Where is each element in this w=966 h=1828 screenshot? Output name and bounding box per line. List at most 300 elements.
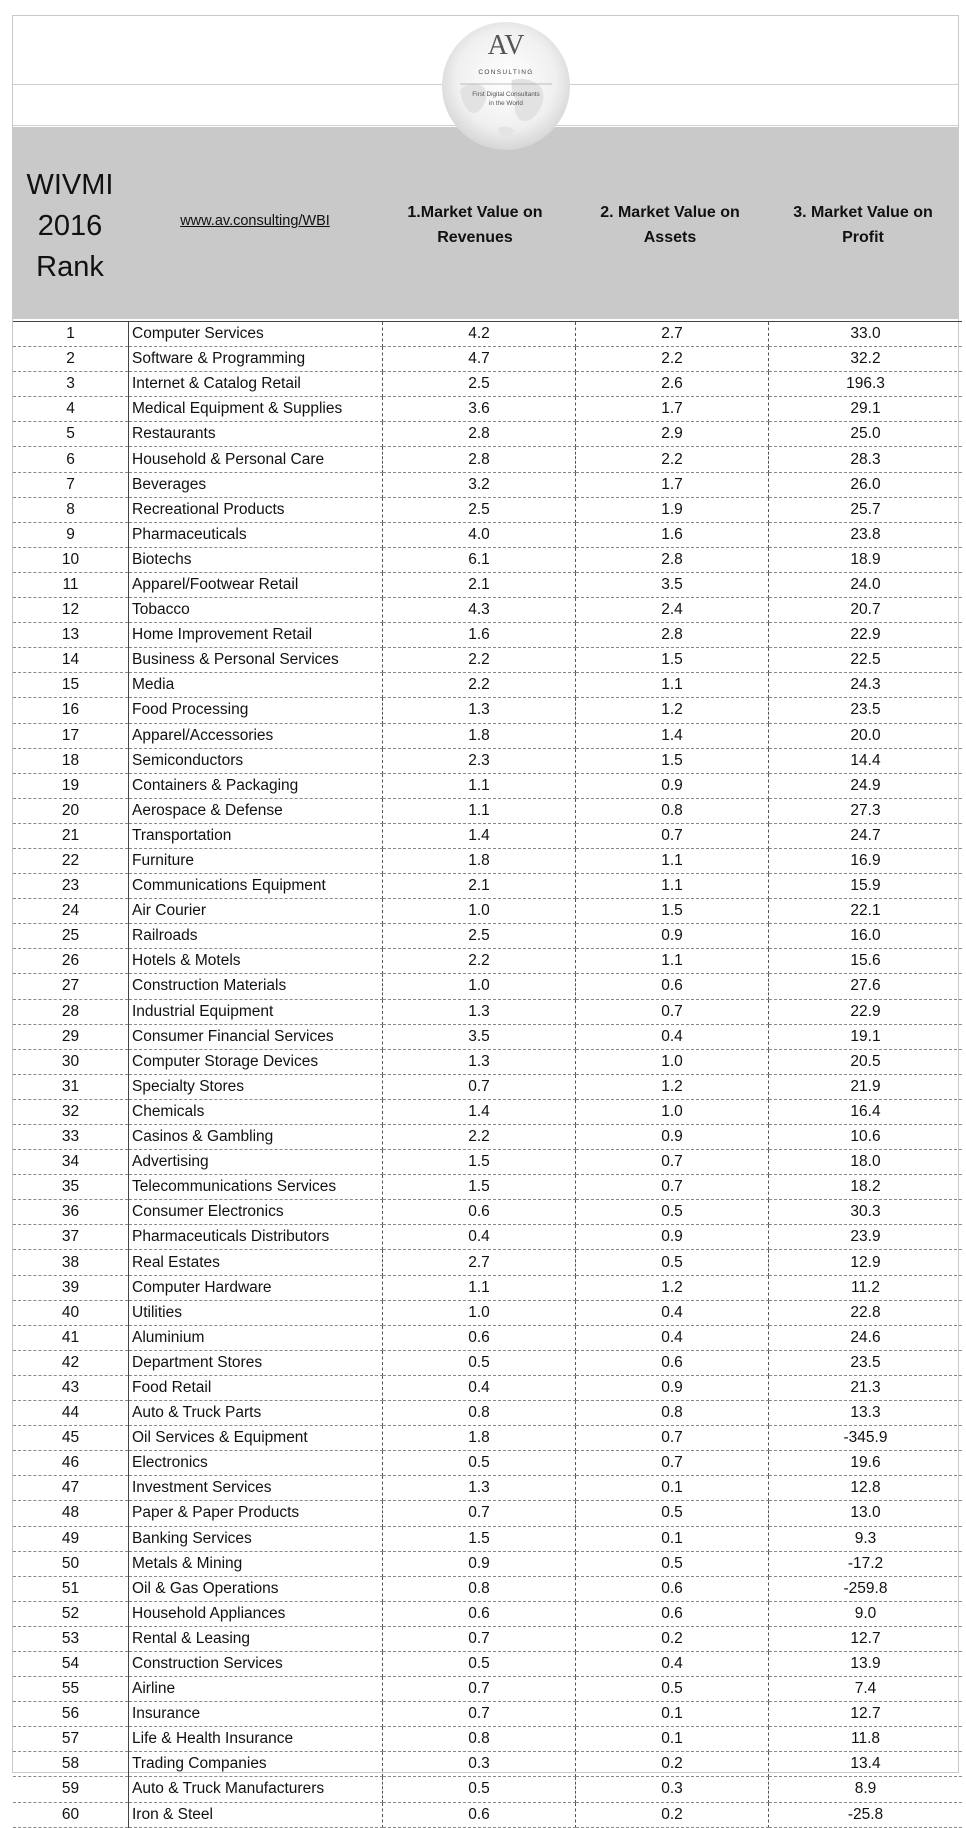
profit-value-cell: 24.0 (769, 572, 963, 597)
rank-cell: 13 (13, 623, 129, 648)
assets-value-cell: 0.4 (576, 1651, 769, 1676)
rank-cell: 49 (13, 1526, 129, 1551)
rank-title-line3: Rank (36, 251, 104, 283)
column-header-assets (575, 200, 765, 250)
rank-cell: 53 (13, 1626, 129, 1651)
rank-cell: 40 (13, 1300, 129, 1325)
assets-value-cell: 0.4 (576, 1024, 769, 1049)
industry-cell: Apparel/Footwear Retail (129, 572, 383, 597)
industry-cell: Railroads (129, 924, 383, 949)
revenues-value-cell: 0.9 (383, 1551, 576, 1576)
profit-value-cell: 21.3 (769, 1375, 963, 1400)
rank-cell: 37 (13, 1225, 129, 1250)
table-row (13, 1300, 962, 1325)
col1-header-line2: Revenues (437, 229, 513, 246)
assets-value-cell: 0.1 (576, 1727, 769, 1752)
revenues-value-cell: 4.7 (383, 347, 576, 372)
svg-text:First Digital Consultants: First Digital Consultants (472, 91, 540, 98)
column-header-revenues (380, 200, 570, 250)
table-row (13, 1426, 962, 1451)
website-link[interactable]: www.av.consulting/WBI (180, 213, 330, 229)
table-row (13, 823, 962, 848)
table-row (13, 422, 962, 447)
profit-value-cell: 23.5 (769, 1350, 963, 1375)
profit-value-cell: 16.0 (769, 924, 963, 949)
rank-cell: 30 (13, 1049, 129, 1074)
revenues-value-cell: 1.3 (383, 698, 576, 723)
svg-text:in the World: in the World (489, 100, 523, 107)
industry-cell: Household Appliances (129, 1601, 383, 1626)
rank-cell: 34 (13, 1150, 129, 1175)
revenues-value-cell: 0.5 (383, 1651, 576, 1676)
assets-value-cell: 0.8 (576, 798, 769, 823)
rank-cell: 51 (13, 1576, 129, 1601)
rank-cell: 5 (13, 422, 129, 447)
profit-value-cell: 15.9 (769, 874, 963, 899)
revenues-value-cell: 2.5 (383, 372, 576, 397)
assets-value-cell: 1.5 (576, 899, 769, 924)
industry-cell: Specialty Stores (129, 1074, 383, 1099)
profit-value-cell: 10.6 (769, 1125, 963, 1150)
profit-value-cell: 12.7 (769, 1626, 963, 1651)
table-row (13, 372, 962, 397)
revenues-value-cell: 0.5 (383, 1451, 576, 1476)
revenues-value-cell: 3.2 (383, 472, 576, 497)
table-row (13, 974, 962, 999)
profit-value-cell: -259.8 (769, 1576, 963, 1601)
revenues-value-cell: 2.7 (383, 1250, 576, 1275)
industry-cell: Computer Services (129, 322, 383, 347)
svg-text:CONSULTING: CONSULTING (478, 69, 534, 76)
table-row (13, 673, 962, 698)
industry-cell: Home Improvement Retail (129, 623, 383, 648)
industry-cell: Food Retail (129, 1375, 383, 1400)
revenues-value-cell: 1.6 (383, 623, 576, 648)
profit-value-cell: 12.9 (769, 1250, 963, 1275)
av-consulting-logo (440, 20, 572, 152)
revenues-value-cell: 2.2 (383, 1125, 576, 1150)
table-row (13, 848, 962, 873)
revenues-value-cell: 2.5 (383, 497, 576, 522)
svg-text:AV: AV (487, 30, 525, 61)
profit-value-cell: 32.2 (769, 347, 963, 372)
industry-cell: Apparel/Accessories (129, 723, 383, 748)
industry-cell: Consumer Financial Services (129, 1024, 383, 1049)
rank-cell: 12 (13, 598, 129, 623)
table-row (13, 623, 962, 648)
rank-cell: 50 (13, 1551, 129, 1576)
industry-cell: Investment Services (129, 1476, 383, 1501)
rank-cell: 45 (13, 1426, 129, 1451)
profit-value-cell: 22.1 (769, 899, 963, 924)
profit-value-cell: 20.7 (769, 598, 963, 623)
industry-cell: Air Courier (129, 899, 383, 924)
assets-value-cell: 1.0 (576, 1049, 769, 1074)
assets-value-cell: 0.9 (576, 1375, 769, 1400)
revenues-value-cell: 1.8 (383, 1426, 576, 1451)
revenues-value-cell: 2.1 (383, 572, 576, 597)
revenues-value-cell: 1.5 (383, 1175, 576, 1200)
revenues-value-cell: 0.5 (383, 1350, 576, 1375)
revenues-value-cell: 1.1 (383, 773, 576, 798)
table-row (13, 1601, 962, 1626)
industry-cell: Pharmaceuticals Distributors (129, 1225, 383, 1250)
assets-value-cell: 1.5 (576, 748, 769, 773)
rank-cell: 24 (13, 899, 129, 924)
assets-value-cell: 0.1 (576, 1526, 769, 1551)
profit-value-cell: 13.4 (769, 1752, 963, 1777)
rank-cell: 6 (13, 447, 129, 472)
table-row (13, 1200, 962, 1225)
revenues-value-cell: 2.2 (383, 949, 576, 974)
industry-cell: Rental & Leasing (129, 1626, 383, 1651)
revenues-value-cell: 1.4 (383, 1099, 576, 1124)
assets-value-cell: 0.5 (576, 1250, 769, 1275)
assets-value-cell: 1.2 (576, 698, 769, 723)
industry-cell: Containers & Packaging (129, 773, 383, 798)
assets-value-cell: 0.6 (576, 974, 769, 999)
profit-value-cell: -17.2 (769, 1551, 963, 1576)
profit-value-cell: 9.3 (769, 1526, 963, 1551)
industry-cell: Household & Personal Care (129, 447, 383, 472)
assets-value-cell: 0.4 (576, 1300, 769, 1325)
industry-ranking-table (13, 321, 962, 1828)
industry-cell: Casinos & Gambling (129, 1125, 383, 1150)
assets-value-cell: 1.1 (576, 848, 769, 873)
revenues-value-cell: 2.8 (383, 447, 576, 472)
industry-cell: Computer Hardware (129, 1275, 383, 1300)
rank-cell: 47 (13, 1476, 129, 1501)
rank-cell: 15 (13, 673, 129, 698)
profit-value-cell: 25.7 (769, 497, 963, 522)
assets-value-cell: 1.2 (576, 1074, 769, 1099)
assets-value-cell: 0.7 (576, 999, 769, 1024)
assets-value-cell: 0.5 (576, 1200, 769, 1225)
revenues-value-cell: 6.1 (383, 547, 576, 572)
table-row (13, 1677, 962, 1702)
assets-value-cell: 0.8 (576, 1401, 769, 1426)
industry-cell: Software & Programming (129, 347, 383, 372)
profit-value-cell: 13.0 (769, 1501, 963, 1526)
table-row (13, 1024, 962, 1049)
table-row (13, 1350, 962, 1375)
assets-value-cell: 0.5 (576, 1501, 769, 1526)
table-row (13, 1501, 962, 1526)
revenues-value-cell: 1.0 (383, 1300, 576, 1325)
rank-cell: 22 (13, 848, 129, 873)
revenues-value-cell: 0.6 (383, 1200, 576, 1225)
table-row (13, 397, 962, 422)
industry-cell: Tobacco (129, 598, 383, 623)
assets-value-cell: 0.2 (576, 1752, 769, 1777)
table-row (13, 1175, 962, 1200)
rank-cell: 19 (13, 773, 129, 798)
table-row (13, 322, 962, 347)
industry-cell: Department Stores (129, 1350, 383, 1375)
revenues-value-cell: 1.3 (383, 1476, 576, 1501)
table-row (13, 598, 962, 623)
rank-cell: 9 (13, 522, 129, 547)
table-row (13, 1727, 962, 1752)
industry-cell: Auto & Truck Parts (129, 1401, 383, 1426)
rank-cell: 58 (13, 1752, 129, 1777)
rank-cell: 41 (13, 1325, 129, 1350)
profit-value-cell: 26.0 (769, 472, 963, 497)
industry-cell: Trading Companies (129, 1752, 383, 1777)
revenues-value-cell: 4.3 (383, 598, 576, 623)
industry-cell: Semiconductors (129, 748, 383, 773)
profit-value-cell: 22.9 (769, 999, 963, 1024)
industry-cell: Electronics (129, 1451, 383, 1476)
rank-cell: 44 (13, 1401, 129, 1426)
table-row (13, 1451, 962, 1476)
industry-cell: Banking Services (129, 1526, 383, 1551)
industry-cell: Transportation (129, 823, 383, 848)
revenues-value-cell: 1.0 (383, 899, 576, 924)
revenues-value-cell: 3.6 (383, 397, 576, 422)
table-row (13, 1275, 962, 1300)
revenues-value-cell: 1.3 (383, 1049, 576, 1074)
rank-cell: 43 (13, 1375, 129, 1400)
industry-cell: Consumer Electronics (129, 1200, 383, 1225)
assets-value-cell: 3.5 (576, 572, 769, 597)
assets-value-cell: 0.9 (576, 1125, 769, 1150)
table-row (13, 1049, 962, 1074)
table-row (13, 1074, 962, 1099)
col2-header-line2: Assets (643, 229, 697, 246)
industry-cell: Telecommunications Services (129, 1175, 383, 1200)
rank-cell: 57 (13, 1727, 129, 1752)
assets-value-cell: 0.9 (576, 924, 769, 949)
revenues-value-cell: 2.2 (383, 648, 576, 673)
industry-cell: Metals & Mining (129, 1551, 383, 1576)
profit-value-cell: 196.3 (769, 372, 963, 397)
assets-value-cell: 0.3 (576, 1777, 769, 1802)
assets-value-cell: 0.6 (576, 1350, 769, 1375)
rank-cell: 33 (13, 1125, 129, 1150)
industry-cell: Oil Services & Equipment (129, 1426, 383, 1451)
revenues-value-cell: 0.5 (383, 1777, 576, 1802)
profit-value-cell: -25.8 (769, 1802, 963, 1827)
assets-value-cell: 0.6 (576, 1601, 769, 1626)
column-header-profit (768, 200, 958, 250)
table-row (13, 472, 962, 497)
table-row (13, 874, 962, 899)
table-row (13, 1626, 962, 1651)
profit-value-cell: 18.0 (769, 1150, 963, 1175)
revenues-value-cell: 3.5 (383, 1024, 576, 1049)
rank-cell: 31 (13, 1074, 129, 1099)
assets-value-cell: 1.7 (576, 397, 769, 422)
table-row (13, 1802, 962, 1827)
revenues-value-cell: 0.8 (383, 1727, 576, 1752)
profit-value-cell: 27.3 (769, 798, 963, 823)
assets-value-cell: 0.4 (576, 1325, 769, 1350)
profit-value-cell: 20.5 (769, 1049, 963, 1074)
col3-header-line2: Profit (842, 229, 884, 246)
profit-value-cell: 18.2 (769, 1175, 963, 1200)
rank-cell: 14 (13, 648, 129, 673)
industry-cell: Construction Services (129, 1651, 383, 1676)
table-row (13, 1150, 962, 1175)
rank-cell: 52 (13, 1601, 129, 1626)
revenues-value-cell: 0.8 (383, 1576, 576, 1601)
profit-value-cell: 29.1 (769, 397, 963, 422)
table-row (13, 773, 962, 798)
table-row (13, 648, 962, 673)
rank-cell: 27 (13, 974, 129, 999)
rank-cell: 2 (13, 347, 129, 372)
col2-header-line1: 2. Market Value on (600, 204, 740, 221)
revenues-value-cell: 0.7 (383, 1702, 576, 1727)
table-row (13, 1250, 962, 1275)
rank-cell: 18 (13, 748, 129, 773)
assets-value-cell: 0.7 (576, 1175, 769, 1200)
revenues-value-cell: 1.1 (383, 1275, 576, 1300)
table-row (13, 698, 962, 723)
revenues-value-cell: 1.1 (383, 798, 576, 823)
assets-value-cell: 0.2 (576, 1626, 769, 1651)
rank-cell: 42 (13, 1350, 129, 1375)
profit-value-cell: 23.8 (769, 522, 963, 547)
assets-value-cell: 1.4 (576, 723, 769, 748)
industry-cell: Recreational Products (129, 497, 383, 522)
industry-cell: Beverages (129, 472, 383, 497)
table-row (13, 899, 962, 924)
rank-cell: 54 (13, 1651, 129, 1676)
revenues-value-cell: 0.6 (383, 1325, 576, 1350)
rank-cell: 23 (13, 874, 129, 899)
rank-cell: 10 (13, 547, 129, 572)
revenues-value-cell: 0.3 (383, 1752, 576, 1777)
rank-cell: 56 (13, 1702, 129, 1727)
table-row (13, 547, 962, 572)
industry-cell: Furniture (129, 848, 383, 873)
assets-value-cell: 1.5 (576, 648, 769, 673)
assets-value-cell: 2.2 (576, 447, 769, 472)
assets-value-cell: 0.5 (576, 1677, 769, 1702)
revenues-value-cell: 0.7 (383, 1626, 576, 1651)
rank-cell: 21 (13, 823, 129, 848)
assets-value-cell: 1.1 (576, 673, 769, 698)
table-row (13, 1702, 962, 1727)
industry-cell: Food Processing (129, 698, 383, 723)
table-row (13, 447, 962, 472)
revenues-value-cell: 0.8 (383, 1401, 576, 1426)
assets-value-cell: 1.0 (576, 1099, 769, 1124)
revenues-value-cell: 0.7 (383, 1074, 576, 1099)
assets-value-cell: 1.6 (576, 522, 769, 547)
revenues-value-cell: 2.5 (383, 924, 576, 949)
assets-value-cell: 0.9 (576, 1225, 769, 1250)
assets-value-cell: 2.8 (576, 547, 769, 572)
industry-cell: Advertising (129, 1150, 383, 1175)
rank-cell: 60 (13, 1802, 129, 1827)
assets-value-cell: 1.1 (576, 949, 769, 974)
rank-cell: 48 (13, 1501, 129, 1526)
industry-cell: Chemicals (129, 1099, 383, 1124)
rank-cell: 1 (13, 322, 129, 347)
assets-value-cell: 0.7 (576, 1150, 769, 1175)
assets-value-cell: 0.1 (576, 1702, 769, 1727)
assets-value-cell: 2.7 (576, 322, 769, 347)
profit-value-cell: 24.6 (769, 1325, 963, 1350)
profit-value-cell: 16.9 (769, 848, 963, 873)
assets-value-cell: 0.9 (576, 773, 769, 798)
profit-value-cell: 19.1 (769, 1024, 963, 1049)
table-row (13, 1651, 962, 1676)
industry-cell: Medical Equipment & Supplies (129, 397, 383, 422)
profit-value-cell: 33.0 (769, 322, 963, 347)
revenues-value-cell: 1.8 (383, 848, 576, 873)
rank-cell: 36 (13, 1200, 129, 1225)
assets-value-cell: 1.1 (576, 874, 769, 899)
rank-cell: 28 (13, 999, 129, 1024)
rank-cell: 59 (13, 1777, 129, 1802)
revenues-value-cell: 0.7 (383, 1501, 576, 1526)
industry-cell: Restaurants (129, 422, 383, 447)
industry-cell: Biotechs (129, 547, 383, 572)
rank-cell: 3 (13, 372, 129, 397)
revenues-value-cell: 1.0 (383, 974, 576, 999)
revenues-value-cell: 0.6 (383, 1802, 576, 1827)
assets-value-cell: 0.2 (576, 1802, 769, 1827)
assets-value-cell: 0.6 (576, 1576, 769, 1601)
profit-value-cell: 13.9 (769, 1651, 963, 1676)
profit-value-cell: 19.6 (769, 1451, 963, 1476)
rank-cell: 11 (13, 572, 129, 597)
industry-cell: Media (129, 673, 383, 698)
table-row (13, 1401, 962, 1426)
table-row (13, 497, 962, 522)
table-row (13, 347, 962, 372)
profit-value-cell: 25.0 (769, 422, 963, 447)
table-row (13, 748, 962, 773)
profit-value-cell: 22.8 (769, 1300, 963, 1325)
profit-value-cell: 24.7 (769, 823, 963, 848)
table-row (13, 1576, 962, 1601)
col3-header-line1: 3. Market Value on (793, 204, 933, 221)
table-row (13, 1375, 962, 1400)
assets-value-cell: 2.6 (576, 372, 769, 397)
profit-value-cell: 20.0 (769, 723, 963, 748)
profit-value-cell: 13.3 (769, 1401, 963, 1426)
revenues-value-cell: 0.7 (383, 1677, 576, 1702)
rank-cell: 32 (13, 1099, 129, 1124)
profit-value-cell: 22.9 (769, 623, 963, 648)
industry-cell: Iron & Steel (129, 1802, 383, 1827)
rank-cell: 46 (13, 1451, 129, 1476)
table-row (13, 1225, 962, 1250)
col1-header-line1: 1.Market Value on (407, 204, 543, 221)
profit-value-cell: 11.2 (769, 1275, 963, 1300)
assets-value-cell: 2.9 (576, 422, 769, 447)
industry-cell: Computer Storage Devices (129, 1049, 383, 1074)
profit-value-cell: 23.9 (769, 1225, 963, 1250)
assets-value-cell: 0.5 (576, 1551, 769, 1576)
table-row (13, 1125, 962, 1150)
profit-value-cell: 16.4 (769, 1099, 963, 1124)
table-row (13, 572, 962, 597)
assets-value-cell: 1.7 (576, 472, 769, 497)
assets-value-cell: 1.9 (576, 497, 769, 522)
industry-cell: Construction Materials (129, 974, 383, 999)
industry-cell: Auto & Truck Manufacturers (129, 1777, 383, 1802)
revenues-value-cell: 1.5 (383, 1526, 576, 1551)
profit-value-cell: 12.8 (769, 1476, 963, 1501)
profit-value-cell: 15.6 (769, 949, 963, 974)
profit-value-cell: 9.0 (769, 1601, 963, 1626)
